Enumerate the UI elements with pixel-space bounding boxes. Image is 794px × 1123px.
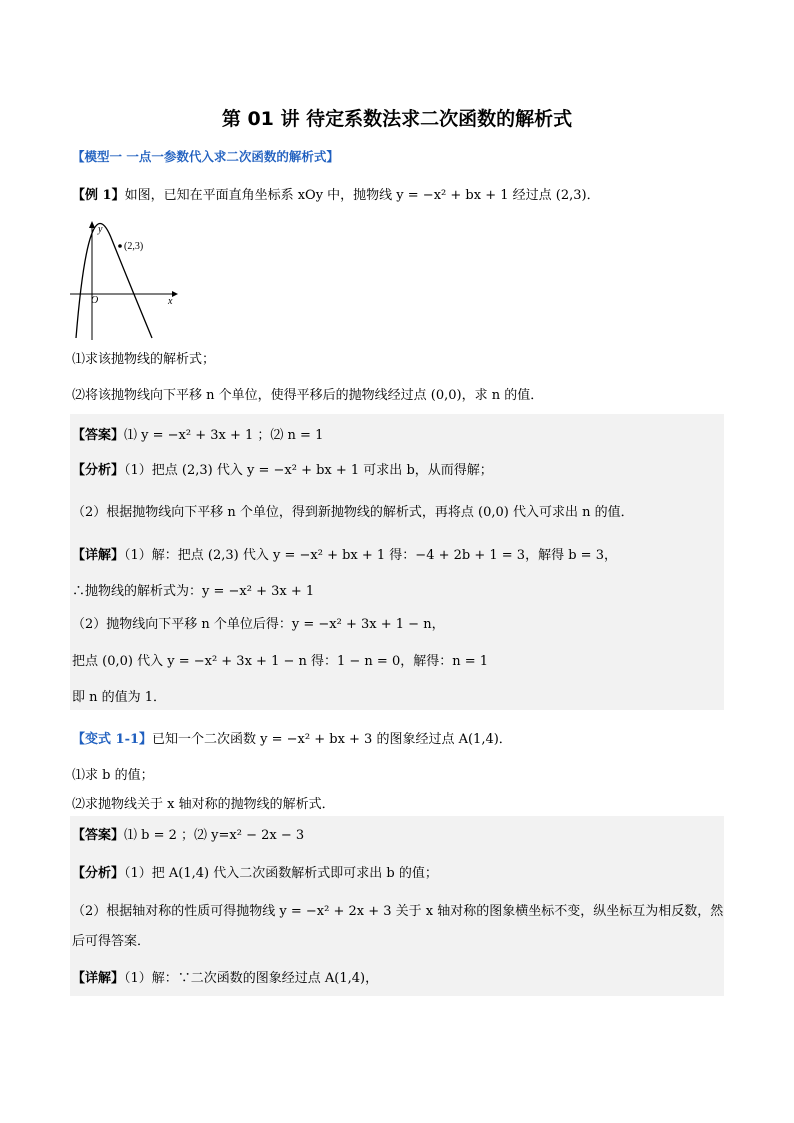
variant1-analysis1: 【分析】（1）把 A(1,4) 代入二次函数解析式即可求出 b 的值；: [72, 866, 438, 881]
point-label: (2,3): [124, 241, 144, 252]
origin-label: O: [91, 295, 99, 306]
variant1-analysis2a: （2）根据轴对称的性质可得抛物线 y = −x² + 2x + 3 关于 x 轴对称的图象横坐标不变，纵坐标互为相反数，然: [72, 904, 724, 919]
example1-detail5: 即 n 的值为 1．: [72, 690, 167, 705]
x-axis-arrow: [172, 291, 178, 297]
variant1-tag: 【变式 1-1】: [72, 732, 153, 747]
example1-analysis2: （2）根据抛物线向下平移 n 个单位，得到新抛物线的解析式，再将点 (0,0) 代入可求出 n 的值．: [72, 505, 634, 520]
variant1-analysis2b: 后可得答案．: [72, 934, 151, 949]
x-label: x: [168, 296, 173, 307]
variant1-answer: 【答案】⑴ b = 2 ；⑵ y=x² − 2x − 3: [72, 828, 305, 843]
page-title: 第 01 讲 待定系数法求二次函数的解析式: [221, 108, 573, 130]
example1-stem: [72, 184, 600, 203]
y-label: y: [98, 224, 103, 235]
variant1-detail1: 【详解】（1）解：∵二次函数的图象经过点 A(1,4)，: [72, 971, 379, 986]
variant1-q2: ⑵求抛物线关于 x 轴对称的抛物线的解析式．: [72, 797, 335, 812]
model-header: 【模型一 一点一参数代入求二次函数的解析式】: [72, 149, 339, 164]
example1-q1: ⑴求该抛物线的解析式；: [72, 352, 216, 367]
variant1-stem: 【变式 1-1】已知一个二次函数 y = −x² + bx + 3 的图象经过点 A(1,4)．: [72, 732, 512, 747]
variant1-q1: ⑴求 b 的值；: [72, 768, 154, 783]
example1-stem-text: 如图，已知在平面直角坐标系 xOy 中，抛物线 y = −x² + bx + 1 经过点 (2,3)．: [124, 188, 600, 203]
y-axis-arrow: [89, 221, 95, 228]
example1-answer: 【答案】⑴ y = −x² + 3x + 1 ；⑵ n = 1: [72, 428, 324, 443]
example1-detail4: 把点 (0,0) 代入 y = −x² + 3x + 1 − n 得：1 − n = 0，解得：n = 1: [72, 654, 489, 669]
point-2-3: [118, 244, 122, 248]
example1-detail1: 【详解】（1）解：把点 (2,3) 代入 y = −x² + bx + 1 得：−4 + 2b + 1 = 3，解得 b = 3，: [72, 548, 617, 563]
example1-analysis1: 【分析】（1）把点 (2,3) 代入 y = −x² + bx + 1 可求出 b，从而得解；: [72, 463, 493, 478]
example1-tag: 【例 1】: [72, 188, 125, 203]
example1-q2: ⑵将该抛物线向下平移 n 个单位，使得平移后的抛物线经过点 (0,0)，求 n 的值．: [72, 388, 544, 403]
example1-detail2: ∴抛物线的解析式为：y = −x² + 3x + 1: [72, 584, 315, 599]
parabola-graph: [68, 220, 188, 345]
example1-detail3: （2）抛物线向下平移 n 个单位后得：y = −x² + 3x + 1 − n，: [72, 617, 445, 632]
